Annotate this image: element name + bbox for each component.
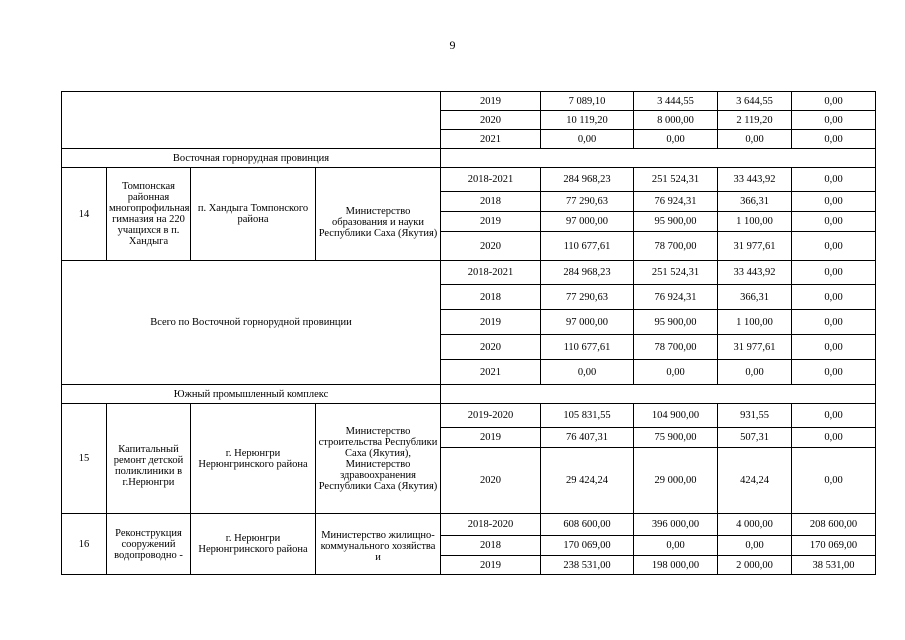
other-cell: 0,00 xyxy=(792,92,876,111)
regional-cell: 2 000,00 xyxy=(718,556,792,575)
other-cell: 0,00 xyxy=(792,192,876,212)
section-header-row xyxy=(62,385,876,404)
regional-cell: 3 644,55 xyxy=(718,92,792,111)
regional-cell: 2 119,20 xyxy=(718,111,792,130)
year-cell: 2019 xyxy=(441,556,541,575)
regional-cell: 0,00 xyxy=(718,536,792,556)
section-title: Восточная горнорудная провинция xyxy=(62,149,441,168)
total-cell: 608 600,00 xyxy=(541,514,634,536)
project-number: 16 xyxy=(62,514,107,575)
total-cell: 284 968,23 xyxy=(541,261,634,285)
regional-cell: 0,00 xyxy=(718,360,792,385)
project-number: 14 xyxy=(62,168,107,261)
federal-cell: 78 700,00 xyxy=(634,232,718,261)
federal-cell: 0,00 xyxy=(634,536,718,556)
total-cell: 77 290,63 xyxy=(541,285,634,310)
project-name: Капитальный ремонт детской поликлиники в г.Нерюнгри xyxy=(107,404,191,514)
regional-cell: 366,31 xyxy=(718,285,792,310)
project-ministry: Министерство строительства Республики Саха (Якутия), Министерство здравоохранения Республики Саха (Якутия) xyxy=(316,404,441,514)
table-row xyxy=(62,404,876,428)
project-location: г. Нерюнгри Нерюнгринского района xyxy=(191,404,316,514)
project-number: 15 xyxy=(62,404,107,514)
total-cell: 7 089,10 xyxy=(541,92,634,111)
year-cell: 2021 xyxy=(441,360,541,385)
project-location: г. Нерюнгри Нерюнгринского района xyxy=(191,514,316,575)
regional-cell: 31 977,61 xyxy=(718,232,792,261)
other-cell: 0,00 xyxy=(792,335,876,360)
year-cell: 2019 xyxy=(441,428,541,448)
section-total-label: Всего по Восточной горнорудной провинции xyxy=(62,261,441,385)
federal-cell: 95 900,00 xyxy=(634,310,718,335)
year-cell: 2020 xyxy=(441,335,541,360)
federal-cell: 396 000,00 xyxy=(634,514,718,536)
year-cell: 2021 xyxy=(441,130,541,149)
page-number: 9 xyxy=(449,38,456,52)
other-cell: 0,00 xyxy=(792,261,876,285)
federal-cell: 8 000,00 xyxy=(634,111,718,130)
table-row xyxy=(62,168,876,192)
federal-cell: 104 900,00 xyxy=(634,404,718,428)
section-blank-cell xyxy=(441,385,876,404)
regional-cell: 1 100,00 xyxy=(718,212,792,232)
table-row xyxy=(62,514,876,536)
other-cell: 0,00 xyxy=(792,232,876,261)
section-blank-cell xyxy=(441,149,876,168)
federal-cell: 198 000,00 xyxy=(634,556,718,575)
total-cell: 238 531,00 xyxy=(541,556,634,575)
year-cell: 2020 xyxy=(441,448,541,514)
federal-cell: 76 924,31 xyxy=(634,285,718,310)
other-cell: 170 069,00 xyxy=(792,536,876,556)
total-cell: 29 424,24 xyxy=(541,448,634,514)
total-cell: 170 069,00 xyxy=(541,536,634,556)
budget-table xyxy=(61,91,876,575)
project-ministry: Министерство образования и науки Республики Саха (Якутия) xyxy=(316,168,441,261)
federal-cell: 251 524,31 xyxy=(634,168,718,192)
regional-cell: 931,55 xyxy=(718,404,792,428)
other-cell: 38 531,00 xyxy=(792,556,876,575)
regional-cell: 31 977,61 xyxy=(718,335,792,360)
federal-cell: 251 524,31 xyxy=(634,261,718,285)
total-cell: 284 968,23 xyxy=(541,168,634,192)
total-cell: 10 119,20 xyxy=(541,111,634,130)
other-cell: 0,00 xyxy=(792,130,876,149)
table-row xyxy=(62,261,876,285)
total-cell: 0,00 xyxy=(541,130,634,149)
total-cell: 97 000,00 xyxy=(541,212,634,232)
federal-cell: 78 700,00 xyxy=(634,335,718,360)
federal-cell: 29 000,00 xyxy=(634,448,718,514)
year-cell: 2018 xyxy=(441,285,541,310)
regional-cell: 424,24 xyxy=(718,448,792,514)
year-cell: 2018 xyxy=(441,192,541,212)
regional-cell: 0,00 xyxy=(718,130,792,149)
year-cell: 2018 xyxy=(441,536,541,556)
total-cell: 97 000,00 xyxy=(541,310,634,335)
regional-cell: 4 000,00 xyxy=(718,514,792,536)
year-cell: 2020 xyxy=(441,111,541,130)
other-cell: 0,00 xyxy=(792,310,876,335)
other-cell: 0,00 xyxy=(792,212,876,232)
total-cell: 0,00 xyxy=(541,360,634,385)
federal-cell: 0,00 xyxy=(634,360,718,385)
other-cell: 208 600,00 xyxy=(792,514,876,536)
total-cell: 77 290,63 xyxy=(541,192,634,212)
year-cell: 2019-2020 xyxy=(441,404,541,428)
other-cell: 0,00 xyxy=(792,404,876,428)
regional-cell: 33 443,92 xyxy=(718,168,792,192)
project-name: Томпонская районная многопрофильная гимназия на 220 учащихся в п. Хандыга xyxy=(107,168,191,261)
other-cell: 0,00 xyxy=(792,285,876,310)
other-cell: 0,00 xyxy=(792,360,876,385)
year-cell: 2018-2021 xyxy=(441,261,541,285)
total-cell: 110 677,61 xyxy=(541,232,634,261)
regional-cell: 1 100,00 xyxy=(718,310,792,335)
federal-cell: 3 444,55 xyxy=(634,92,718,111)
year-cell: 2020 xyxy=(441,232,541,261)
total-cell: 105 831,55 xyxy=(541,404,634,428)
total-cell: 76 407,31 xyxy=(541,428,634,448)
regional-cell: 366,31 xyxy=(718,192,792,212)
section-title: Южный промышленный комплекс xyxy=(62,385,441,404)
other-cell: 0,00 xyxy=(792,448,876,514)
section-header-row xyxy=(62,149,876,168)
federal-cell: 76 924,31 xyxy=(634,192,718,212)
regional-cell: 33 443,92 xyxy=(718,261,792,285)
project-name: Реконструкция сооружений водопроводно - xyxy=(107,514,191,575)
continued-blank-cell xyxy=(62,92,441,149)
table-row xyxy=(62,92,876,111)
federal-cell: 75 900,00 xyxy=(634,428,718,448)
year-cell: 2018-2021 xyxy=(441,168,541,192)
regional-cell: 507,31 xyxy=(718,428,792,448)
year-cell: 2019 xyxy=(441,310,541,335)
federal-cell: 95 900,00 xyxy=(634,212,718,232)
year-cell: 2019 xyxy=(441,212,541,232)
total-cell: 110 677,61 xyxy=(541,335,634,360)
project-ministry: Министерство жилищно- коммунального хозяйства и xyxy=(316,514,441,575)
other-cell: 0,00 xyxy=(792,111,876,130)
federal-cell: 0,00 xyxy=(634,130,718,149)
other-cell: 0,00 xyxy=(792,428,876,448)
year-cell: 2019 xyxy=(441,92,541,111)
project-location: п. Хандыга Томпонского района xyxy=(191,168,316,261)
other-cell: 0,00 xyxy=(792,168,876,192)
year-cell: 2018-2020 xyxy=(441,514,541,536)
